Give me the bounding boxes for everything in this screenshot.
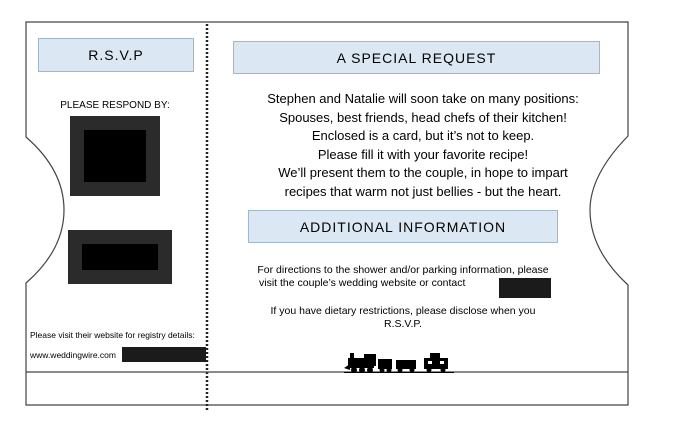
directions-line-1: For directions to the shower and/or parking information, please xyxy=(257,264,549,276)
poem-line: Please fill it with your favorite recipe! xyxy=(317,146,529,162)
dietary-line-1: If you have dietary restrictions, please disclose when you xyxy=(270,305,536,317)
special-request-title xyxy=(233,41,600,74)
rsvp-title xyxy=(38,38,194,72)
poem-line: We’ll present them to the couple, in hope to impart xyxy=(278,165,568,180)
dietary-line-2: R.S.V.P. xyxy=(384,318,422,330)
redacted-contact xyxy=(499,278,551,298)
poem-line: Enclosed is a card, but it’s not to keep. xyxy=(311,128,535,143)
special-request-title-text: A SPECIAL REQUEST xyxy=(336,49,497,66)
additional-info-title-text: ADDITIONAL INFORMATION xyxy=(299,218,507,235)
poem-text xyxy=(238,90,608,201)
respond-by-label: PLEASE RESPOND BY: xyxy=(60,100,170,111)
directions-line-2-text: visit the couple’s wedding website or contact xyxy=(259,277,466,289)
poem-line: recipes that warm not just bellies - but the heart. xyxy=(284,183,562,199)
rsvp-title-text: R.S.V.P xyxy=(88,47,144,63)
train-icon xyxy=(344,350,456,374)
registry-text: Please visit their website for registry details: xyxy=(30,330,195,340)
dietary-text xyxy=(228,305,578,331)
website-url[interactable]: www.weddingwire.com xyxy=(30,350,116,360)
redacted-info-box xyxy=(68,230,172,284)
poem-line: Spouses, best friends, head chefs of their kitchen! xyxy=(279,109,567,125)
additional-info-title xyxy=(248,210,558,243)
redacted-date-box xyxy=(70,116,160,196)
poem-line: Stephen and Natalie will soon take on many positions: xyxy=(267,91,579,106)
redacted-website xyxy=(122,347,206,362)
